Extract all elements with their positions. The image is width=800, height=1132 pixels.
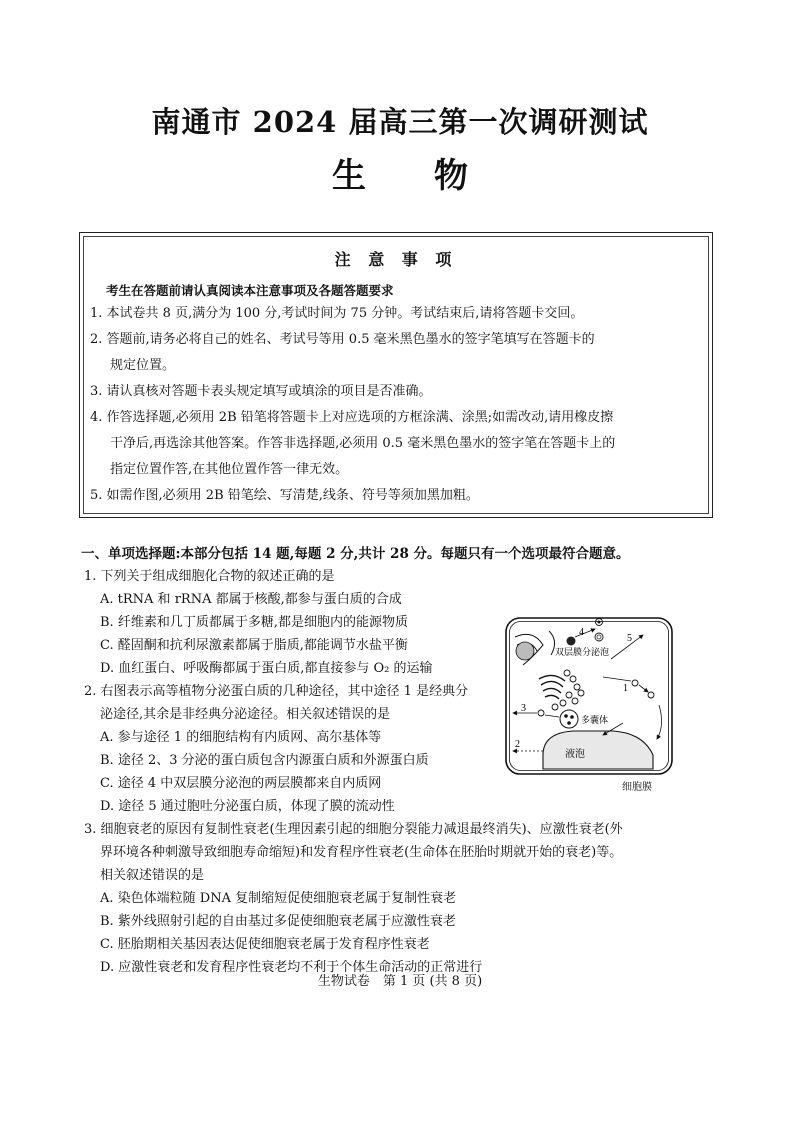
subject-char-1: 生 — [332, 156, 366, 196]
pathway-label-5: 5 — [627, 633, 632, 644]
question-option: D. 血红蛋白、呼吸酶都属于蛋白质,都直接参与 O₂ 的运输 — [100, 661, 433, 676]
pathway-label-2: 2 — [515, 739, 520, 750]
notice-heading: 注 意 事 项 — [334, 250, 458, 269]
notice-item: 4. 作答选择题,必须用 2B 铅笔将答题卡上对应选项的方框涂满、涂黑;如需改动,请用橡皮擦 — [90, 410, 614, 425]
notice-intro: 考生在答题前请认真阅读本注意事项及各题答题要求 — [106, 283, 394, 298]
question-option: C. 途径 4 中双层膜分泌泡的两层膜都来自内质网 — [100, 776, 382, 791]
subject-title — [0, 148, 800, 197]
notice-item-continued: 规定位置。 — [110, 358, 176, 373]
notice-item: 3. 请认真核对答题卡表头规定填写或填涂的项目是否准确。 — [90, 384, 432, 399]
question-option: C. 醛固酮和抗利尿激素都属于脂质,都能调节水盐平衡 — [100, 638, 408, 653]
double-membrane-vesicle — [567, 637, 576, 646]
question-option: A. 染色体端粒随 DNA 复制缩短促使细胞衰老属于复制性衰老 — [100, 891, 457, 906]
question-stem: 3. 细胞衰老的原因有复制性衰老(生理因素引起的细胞分裂能力减退最终消失)、应激性衰老(外 — [84, 822, 623, 837]
question-option: A. 参与途径 1 的细胞结构有内质网、高尔基体等 — [100, 730, 382, 745]
vacuole — [543, 731, 653, 769]
multivesicular-body — [560, 710, 578, 728]
question-option: B. 纤维素和几丁质都属于多糖,都是细胞内的能源物质 — [100, 615, 408, 630]
question-option: A. tRNA 和 rRNA 都属于核酸,都参与蛋白质的合成 — [100, 592, 402, 607]
nucleus — [516, 642, 534, 660]
exam-title: 南通市 2024 届高三第一次调研测试 — [151, 105, 649, 139]
question-stem: 1. 下列关于组成细胞化合物的叙述正确的是 — [84, 569, 335, 584]
notice-item: 2. 答题前,请务必将自己的姓名、考试号等用 0.5 毫米黑色墨水的签字笔填写在答题卡的 — [90, 332, 595, 347]
vesicle-label: 双层膜分泌泡 — [555, 648, 610, 658]
section-heading: 一、单项选择题:本部分包括 14 题,每题 2 分,共计 28 分。每题只有一个选项最符合题意。 — [81, 546, 630, 562]
question-stem: 界环境各种刺激导致细胞寿命缩短)和发育程序性衰老(生命体在胚胎时期就开始的衰老)等。 — [100, 845, 623, 860]
pathway-label-3: 3 — [521, 703, 526, 714]
pathway-label-1: 1 — [623, 683, 628, 694]
pathway-label-4: 4 — [579, 627, 584, 638]
notice-item: 5. 如需作图,必须用 2B 铅笔绘、写清楚,线条、符号等须加黑加粗。 — [90, 488, 479, 503]
question-option: D. 应激性衰老和发育程序性衰老均不利于个体生命活动的正常进行 — [100, 960, 483, 975]
notice-item: 1. 本试卷共 8 页,满分为 100 分,考试时间为 75 分钟。考试结束后,请将答题卡交回。 — [90, 306, 584, 321]
page-footer: 生物试卷 第 1 页 (共 8 页) — [317, 974, 483, 989]
question-stem: 2. 右图表示高等植物分泌蛋白质的几种途径，其中途径 1 是经典分 — [84, 684, 469, 699]
subject-char-2: 物 — [434, 156, 468, 196]
figure-caption: 细胞膜 — [622, 782, 652, 793]
cell-secretion-diagram — [503, 615, 675, 777]
notice-item-continued: 指定位置作答,在其他位置作答一律无效。 — [110, 462, 349, 477]
golgi-apparatus — [539, 675, 565, 699]
question-stem: 相关叙述错误的是 — [100, 868, 205, 883]
question-option: D. 途径 5 通过胞吐分泌蛋白质，体现了膜的流动性 — [100, 799, 395, 814]
question-option: B. 紫外线照射引起的自由基过多促使细胞衰老属于应激性衰老 — [100, 914, 456, 929]
question-stem: 泌途径,其余是非经典分泌途径。相关叙述错误的是 — [100, 707, 391, 722]
question-option: B. 途径 2、3 分泌的蛋白质包含内源蛋白质和外源蛋白质 — [100, 753, 429, 768]
mvb-label: 多囊体 — [581, 716, 609, 726]
notice-box — [79, 232, 713, 518]
notice-item-continued: 干净后,再选涂其他答案。作答非选择题,必须用 0.5 毫米黑色墨水的签字笔在答题卡上的 — [110, 436, 616, 451]
question-option: C. 胚胎期相关基因表达促使细胞衰老属于发育程序性衰老 — [100, 937, 430, 952]
vacuole-label: 液泡 — [565, 749, 585, 760]
